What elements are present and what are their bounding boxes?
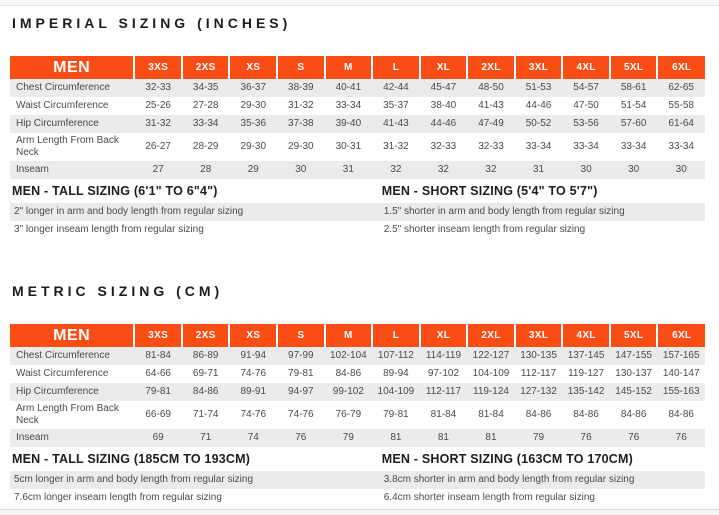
size-value-cell: 32 [437,164,449,175]
size-value-cell: 32 [390,164,402,175]
size-value-cell: 41-43 [383,118,409,129]
size-column-header: 2XS [182,56,230,79]
size-column-header: L [372,56,420,79]
table-row [10,365,705,383]
size-value-cell: 84-86 [335,368,362,379]
table-row [10,347,705,365]
size-column-header: 5XL [610,56,658,79]
size-value-cell: 74 [247,432,259,443]
size-value-cell: 86-89 [192,350,219,361]
measurement-label: Waist Circumference [16,368,109,379]
size-column-header: 4XL [562,56,610,79]
subsection-grid [10,447,705,507]
size-value-cell: 30 [580,164,592,175]
size-value-cell: 66-69 [145,409,171,420]
size-column-header: 4XL [562,324,610,347]
sizing-note: 2.5" shorter inseam length from regular sizing [383,224,586,235]
size-value-cell: 47-49 [478,118,504,129]
size-value-cell: 119-127 [568,368,605,379]
size-column-header: XL [420,324,468,347]
sizing-section [10,15,705,239]
size-value-cell: 99-102 [332,386,364,397]
subsection-grid [10,179,705,239]
bottom-divider [0,509,719,515]
size-value-cell: 29-30 [288,141,314,152]
size-value-cell: 69 [152,432,164,443]
size-value-cell: 89-94 [383,368,409,379]
size-value-cell: 76-79 [335,409,362,420]
subsection-heading: MEN - SHORT SIZING (163CM TO 170CM) [381,452,633,466]
size-value-cell: 41-43 [478,100,504,111]
sizing-note: 6.4cm shorter inseam length from regular sizing [383,492,595,503]
sizing-table [10,56,705,179]
size-value-cell: 69-71 [192,368,219,379]
size-value-cell: 32-33 [478,141,504,152]
size-value-cell: 31-32 [383,141,409,152]
sizing-note: 1.5" shorter in arm and body length from regular sizing [380,203,705,221]
size-value-cell: 97-99 [288,350,314,361]
size-value-cell: 47-50 [573,100,599,111]
size-value-cell: 104-109 [472,368,510,379]
size-value-cell: 29-30 [240,100,267,111]
size-value-cell: 27-28 [192,100,219,111]
size-column-header: S [277,56,325,79]
size-value-cell: 54-57 [573,82,599,93]
section-title: IMPERIAL SIZING (INCHES) [12,15,292,31]
size-value-cell: 30 [628,164,640,175]
table-header-men: MEN [10,56,134,79]
size-column-header: 3XL [515,56,563,79]
size-value-cell: 71-74 [192,409,219,420]
size-value-cell: 79 [532,432,545,443]
table-row [10,429,705,447]
section-title: METRIC SIZING (CM) [12,283,224,299]
size-column-header: 5XL [610,324,658,347]
size-value-cell: 145-152 [615,386,652,397]
subsection-heading: MEN - TALL SIZING (185CM TO 193CM) [12,452,251,466]
size-value-cell: 33-34 [525,141,552,152]
size-value-cell: 35-37 [383,100,409,111]
size-column-header: XL [420,56,468,79]
size-column-header: S [277,324,325,347]
size-value-cell: 28-29 [192,141,219,152]
size-value-cell: 26-27 [145,141,171,152]
size-value-cell: 31-32 [288,100,314,111]
size-column-header: 3XL [515,324,563,347]
sizing-note: 3" longer inseam length from regular sizing [14,224,204,235]
size-value-cell: 48-50 [478,82,504,93]
size-value-cell: 30-31 [335,141,362,152]
size-value-cell: 147-155 [615,350,652,361]
size-value-cell: 38-40 [430,100,457,111]
size-value-cell: 122-127 [472,350,510,361]
size-column-header: 6XL [657,324,705,347]
size-value-cell: 81-84 [430,409,457,420]
size-value-cell: 42-44 [383,82,409,93]
size-value-cell: 84-86 [573,409,599,420]
size-value-cell: 91-94 [240,350,267,361]
measurement-label: Arm Length From Back Neck [16,403,119,426]
size-value-cell: 84-86 [192,386,219,397]
size-value-cell: 61-64 [668,118,694,129]
size-value-cell: 76 [675,432,687,443]
table-header-row [10,324,705,347]
size-value-cell: 135-142 [567,386,605,397]
size-value-cell: 30 [675,164,687,175]
size-value-cell: 97-102 [427,368,460,379]
size-value-cell: 76 [295,432,307,443]
measurement-label: Inseam [16,432,49,443]
size-value-cell: 114-119 [425,350,462,361]
size-value-cell: 50-52 [525,118,552,129]
size-value-cell: 79 [342,432,354,443]
size-column-header: 2XL [467,324,515,347]
size-value-cell: 81 [390,432,402,443]
size-value-cell: 74-76 [240,409,267,420]
page-content [0,15,719,507]
measurement-label: Hip Circumference [16,118,99,129]
size-value-cell: 76 [580,432,592,443]
size-value-cell: 32 [485,164,497,175]
size-value-cell: 53-56 [573,118,599,129]
size-value-cell: 71 [200,432,212,443]
size-value-cell: 84-86 [620,409,647,420]
measurement-label: Chest Circumference [16,350,110,361]
size-value-cell: 89-91 [240,386,267,397]
size-value-cell: 32-33 [430,141,457,152]
size-value-cell: 25-26 [145,100,171,111]
size-value-cell: 28 [200,164,212,175]
measurement-label: Hip Circumference [16,386,99,397]
size-column-header: 6XL [657,56,705,79]
size-value-cell: 27 [152,164,164,175]
size-value-cell: 74-76 [288,409,314,420]
sizing-section [10,283,705,507]
size-value-cell: 57-60 [620,118,647,129]
table-row [10,401,705,429]
size-value-cell: 119-124 [473,386,509,397]
size-value-cell: 35-36 [240,118,267,129]
subsection-heading: MEN - SHORT SIZING (5'4" TO 5'7") [381,184,598,198]
size-value-cell: 30 [295,164,307,175]
size-value-cell: 34-35 [192,82,219,93]
size-value-cell: 130-135 [520,350,557,361]
size-column-header: 2XS [182,324,230,347]
size-value-cell: 79-81 [288,368,314,379]
size-value-cell: 137-145 [567,350,605,361]
size-value-cell: 155-163 [662,386,700,397]
size-value-cell: 55-58 [668,100,694,111]
size-value-cell: 37-38 [288,118,314,129]
size-value-cell: 127-132 [520,386,557,397]
size-column-header: XS [229,324,277,347]
size-value-cell: 44-46 [525,100,552,111]
size-column-header: 2XL [467,56,515,79]
size-value-cell: 38-39 [288,82,314,93]
size-value-cell: 39-40 [335,118,362,129]
top-divider [0,0,719,6]
sizing-sections-container [10,15,705,507]
size-column-header: XS [229,56,277,79]
size-value-cell: 157-165 [662,350,700,361]
size-value-cell: 81-84 [145,350,171,361]
size-value-cell: 102-104 [330,350,367,361]
table-row [10,115,705,133]
size-value-cell: 51-53 [525,82,552,93]
table-row [10,97,705,115]
table-body [10,79,705,179]
table-row [10,79,705,97]
table-row [10,383,705,401]
size-value-cell: 81 [437,432,449,443]
size-value-cell: 84-86 [525,409,552,420]
size-value-cell: 79-81 [145,386,171,397]
size-value-cell: 94-97 [288,386,314,397]
measurement-label: Waist Circumference [16,100,109,111]
size-value-cell: 33-34 [620,141,647,152]
size-column-header: L [372,324,420,347]
sizing-note: 7.6cm longer inseam length from regular sizing [14,492,222,503]
size-value-cell: 112-117 [425,386,462,397]
measurement-label: Inseam [16,164,49,175]
size-value-cell: 107-112 [377,350,414,361]
table-header-row [10,56,705,79]
size-value-cell: 84-86 [668,409,694,420]
size-column-header: M [325,324,373,347]
size-value-cell: 31 [342,164,354,175]
table-row [10,133,705,161]
table-header-men: MEN [10,324,134,347]
size-value-cell: 130-137 [615,368,652,379]
sizing-note: 5cm longer in arm and body length from regular sizing [10,471,380,489]
sizing-note: 3.8cm shorter in arm and body length from regular sizing [380,471,705,489]
size-value-cell: 140-147 [662,368,700,379]
size-value-cell: 62-65 [668,82,694,93]
size-value-cell: 33-34 [573,141,599,152]
size-value-cell: 45-47 [430,82,457,93]
size-value-cell: 112-117 [520,368,557,379]
size-value-cell: 33-34 [335,100,362,111]
sizing-note: 2" longer in arm and body length from regular sizing [10,203,380,221]
size-value-cell: 33-34 [668,141,694,152]
size-value-cell: 36-37 [240,82,267,93]
subsection-heading: MEN - TALL SIZING (6'1" TO 6"4") [12,184,218,198]
size-value-cell: 29-30 [240,141,267,152]
size-value-cell: 74-76 [240,368,267,379]
size-value-cell: 64-66 [145,368,171,379]
size-value-cell: 31 [532,164,545,175]
size-value-cell: 32-33 [145,82,171,93]
size-value-cell: 31-32 [145,118,171,129]
size-value-cell: 76 [628,432,640,443]
size-column-header: 3XS [134,324,182,347]
sizing-table [10,324,705,447]
size-value-cell: 81 [485,432,497,443]
table-row [10,161,705,179]
size-value-cell: 81-84 [478,409,504,420]
size-value-cell: 58-61 [620,82,647,93]
size-value-cell: 104-109 [377,386,415,397]
measurement-label: Arm Length From Back Neck [16,135,119,158]
size-value-cell: 51-54 [620,100,647,111]
measurement-label: Chest Circumference [16,82,110,93]
size-value-cell: 79-81 [383,409,409,420]
size-value-cell: 33-34 [192,118,219,129]
size-value-cell: 29 [247,164,259,175]
table-body [10,347,705,447]
size-value-cell: 44-46 [430,118,457,129]
size-value-cell: 40-41 [335,82,362,93]
size-column-header: M [325,56,373,79]
size-column-header: 3XS [134,56,182,79]
